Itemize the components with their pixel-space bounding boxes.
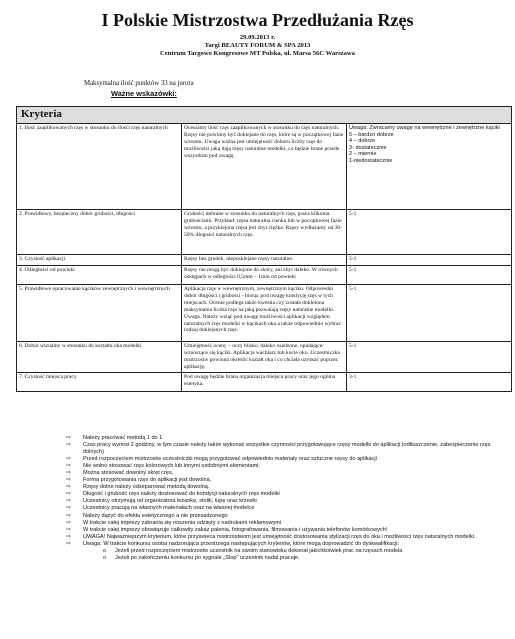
criterion-description: Aplikacja rzęs w wewnętrznym, zewnętrznym kąciku. Odpowiedni dobór długości i grubości - biorąc pod uwagę kondycję rzęs w tych miejscach. Ocenie podlega także kwestia czy została dokleiona maksymalna liczba rzęs na jaką pozwalają rzęsy naturalne modelki. Uwaga. Należy wziąć pod uwagę możliwości aplikacji względem naturalnych rzęs modelki w kącikach oka a także odpowiednio wybrać rodzaj doklejanych rzęs. [182, 285, 347, 342]
arrow-bullet-icon: ⇨ [66, 512, 72, 519]
important-notes-heading: Ważne wskazówki: [111, 89, 177, 98]
list-item [66, 541, 504, 562]
circle-bullet-icon: o [103, 547, 107, 554]
criterion-description: Pod uwagę będzie brana organizacja miejsca pracy oraz jego ogólna estetyka. [182, 372, 347, 391]
note-text: Nie wolno stosować rzęs kolorowych lub innymi ozdobnymi elementami, [83, 463, 260, 470]
list-item [66, 505, 504, 512]
list-item [66, 435, 504, 442]
arrow-bullet-icon: ⇨ [66, 470, 72, 477]
criterion-score: 5-1 [347, 255, 512, 266]
criterion-score: 3-1 [347, 372, 512, 391]
note-text: Uczestnicy otrzymują od organizatora leżankę, stolik, lupę oraz krzesło [83, 498, 257, 505]
list-item [66, 513, 504, 520]
list-item [66, 477, 504, 484]
list-item [103, 555, 504, 562]
note-text: Należy pracować metodą 1 do 1. [83, 435, 164, 441]
table-row [17, 266, 512, 285]
arrow-bullet-icon: ⇨ [66, 477, 72, 484]
table-row [17, 372, 512, 391]
criterion-name: 7. Czystość miejsca pracy. [17, 372, 182, 391]
criterion-name: 2. Prawidłowy, bezpieczny dobór grubości, długości [17, 210, 182, 255]
event-name: Targi BEAUTY FORUM & SPA 2013 [204, 42, 311, 49]
score-level: 1-niedostatecznie [349, 157, 393, 164]
note-text: Uwaga: W trakcie konkursu osoba nadzorująca przestrzega następujących kryteriów, które mogą doprowadzić do dyskwalifikacji: [83, 540, 400, 547]
score-level: 2 – miernie [349, 151, 377, 158]
arrow-bullet-icon: ⇨ [66, 533, 72, 540]
criterion-name: 3. Czystość aplikacji [17, 255, 182, 266]
criterion-description: Umiejętność oceny – oczy blisko, daleko osadzone, opadające/ wznoszące się kąciki. Aplikacja wachlarz lub kocie oko. Uczestniczka mistrzostw powinna określić kształt oka i co chciała uzyskać poprzez aplikację. [182, 342, 347, 373]
arrow-bullet-icon: ⇨ [66, 442, 72, 449]
criterion-description: Grubości dobrane w stosunku do naturalnych rzęs, praca kilkoma grubościami. Przykład: rzęsa naturalna cienka lub w początkowej fazie wzrostu, a przyklejona rzęsa jest zbyt ciężka. Rzęsy wydłużamy od 30-50% długości naturalnych rzęs. [182, 210, 347, 255]
criterion-score: 5-1 [347, 285, 512, 342]
criterion-score [347, 124, 512, 210]
note-text: Forma przygotowania rzęs do aplikacji jest dowolna, [83, 477, 212, 484]
table-row [17, 285, 512, 342]
score-level: 4 – dobrze [349, 138, 376, 145]
arrow-bullet-icon: ⇨ [66, 484, 72, 491]
list-item [66, 456, 504, 463]
list-item [66, 484, 504, 491]
arrow-bullet-icon: ⇨ [66, 505, 72, 512]
list-item [66, 527, 504, 534]
notes-list [66, 435, 504, 562]
arrow-bullet-icon: ⇨ [66, 456, 72, 463]
note-text: Uczestnicy pracują na własnych materiałach oraz na własnej modelce [83, 505, 255, 512]
list-item [103, 548, 504, 555]
criterion-description: Oceniamy ilość rzęs zaaplikowanych w stosunku do rzęs naturalnych. Rzęsy nie powinny być doklejane do rzęs, które są w początkowej fazie wzrostu. Uwaga ważna jest umiejętność doboru liczby rzęs do możliwości jaką dają rzęsy naturalne modelki, co będzie brane przede wszystkim pod uwagę. [182, 124, 347, 210]
list-item [66, 534, 504, 541]
sub-note-text: Jeżeli po zakończeniu konkursu po sygnale „Stop" uczestnik nadal pracuje. [115, 554, 300, 561]
note-text: Długość i grubość rzęs należy dostosować do kondycji naturalnych rzęs modelki [83, 491, 280, 498]
note-text: Czas pracy wynosi 2 godziny, w tym czasie należy także wykonać wszystkie czynności przygotowujące rzęsy modelki do aplikacji (odtłuszczenie, zabezpieczenie rzęs dolnych) [83, 442, 491, 456]
criterion-name: 5. Prawidłowe opracowanie kącików zewnętrznych i wewnętrznych [17, 285, 182, 342]
note-text: W trakcie całej imprezy obowiązuje całkowity zakaz palenia, fotografowania, filmowania i używania telefonów komórkowych! [83, 526, 388, 533]
sub-note-text: Jeżeli przed rozpoczęciem mistrzostw uczestnik na swoim stanowisku dokonał jakichkolwiek prac na rzęsach modela [115, 547, 403, 554]
criteria-table [16, 106, 512, 392]
table-row [17, 124, 512, 210]
criterion-score: 5-1 [347, 266, 512, 285]
criterion-name: 6. Dobór wizualny w stosunku do kształtu oka modelki [17, 342, 182, 373]
note-text: Rzęsy dolne należy odseparować metodą dowolną. [83, 484, 210, 491]
table-row [17, 342, 512, 373]
arrow-bullet-icon: ⇨ [66, 491, 72, 498]
note-text: UWAGA! Najważniejszym kryterium, które przyświeca mistrzostwom jest umiejętność dostosowania stylizacji rzęs do oka i możliwości rzęs naturalnych modelki. [83, 533, 476, 540]
list-item [66, 491, 504, 498]
arrow-bullet-icon: ⇨ [66, 498, 72, 505]
note-text: Należy dążyć do efektu estetycznego a nie przesadzonego [83, 512, 228, 519]
criteria-table-header [17, 107, 512, 124]
arrow-bullet-icon: ⇨ [66, 435, 72, 441]
max-points-text: Maksymalna ilość punktów 33 na jurora [84, 80, 194, 87]
table-row [17, 210, 512, 255]
arrow-bullet-icon: ⇨ [66, 540, 72, 547]
note-text: W trakcie całej imprezy zabrania się noszenia odzieży z nadrukami reklamowymi [83, 519, 282, 526]
disqualification-list [83, 548, 504, 562]
criterion-description: Rzęsy nie mogą być doklejone do skóry, ani zbyt daleko. W równych odstępach w odległości 0,5mm – 1mm od powieki [182, 266, 347, 285]
criteria-heading: Kryteria [17, 107, 512, 124]
list-item [66, 498, 504, 505]
note-text: Można stosować dowolny skręt rzęs, [83, 470, 174, 477]
arrow-bullet-icon: ⇨ [66, 526, 72, 533]
document-title: I Polskie Mistrzostwa Przedłużania Rzęs [101, 10, 414, 30]
event-venue: Centrum Targowo Kongresowe MT Polska, ul. Marsa 56C Warszawa [160, 50, 355, 57]
list-item [66, 463, 504, 470]
score-level: 3- dostatecznie [349, 144, 387, 151]
criterion-name: 4. Odległości od powieki [17, 266, 182, 285]
table-row [17, 255, 512, 266]
score-note: Uwaga: Zwracamy uwagę na wewnętrzne i zewnętrzne kąciki [349, 125, 500, 131]
list-item [66, 470, 504, 477]
arrow-bullet-icon: ⇨ [66, 519, 72, 526]
circle-bullet-icon: o [103, 554, 107, 561]
list-item [66, 520, 504, 527]
list-item [66, 442, 504, 456]
criterion-name: 1. Ilość zaaplikowanych rzęs w stosunku do ilości rzęs naturalnych [17, 124, 182, 210]
note-text: Przed rozpoczęciem mistrzostw uczestniczki mogą przygotować odpowiednio materiały oraz sztuczne rzęsy do aplikacji [83, 456, 377, 463]
criterion-score: 5-1 [347, 210, 512, 255]
criterion-score: 5-1 [347, 342, 512, 373]
event-date: 29.09.2013 r. [239, 34, 276, 41]
criterion-description: Rzęsy bez grudek, nieposklejane rzęsy naturalne. [182, 255, 347, 266]
score-level: 5 – bardzo dobrze [349, 131, 394, 138]
arrow-bullet-icon: ⇨ [66, 463, 72, 470]
